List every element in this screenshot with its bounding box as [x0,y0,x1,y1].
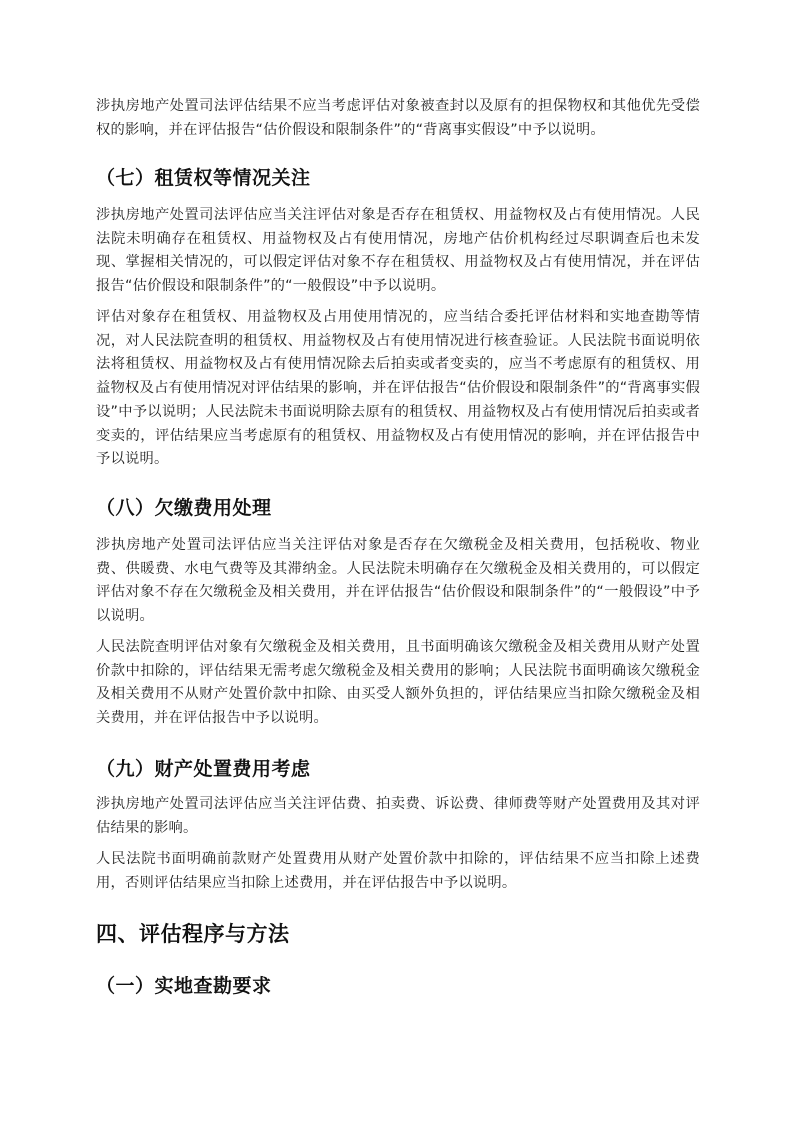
paragraph-s9-1: 涉执房地产处置司法评估应当关注评估费、拍卖费、诉讼费、律师费等财产处置费用及其对评估结果的影响。 [96,796,700,836]
paragraph-s7-2: 评估对象存在租赁权、用益物权及占用使用情况的，应当结合委托评估材料和实地查勘等情况，对人民法院查明的租赁权、用益物权及占有使用情况进行核查验证。人民法院书面说明依法将租赁权、用益物权及占有使用情况除去后拍卖或者变卖的，应当不考虑原有的租赁权、用益物权及占有使用情况对评估结果的影响，并在评估报告“估价假设和限制条件”的“背离事实假设”中予以说明；人民法院未书面说明除去原有的租赁权、用益物权及占有使用情况后拍卖或者变卖的，评估结果应当考虑原有的租赁权、用益物权及占有使用情况的影响，并在评估报告中予以说明。 [96,309,700,468]
heading-section-7: （七）租赁权等情况关注 [96,167,311,189]
paragraph-s8-1: 涉执房地产处置司法评估应当关注评估对象是否存在欠缴税金及相关费用，包括税收、物业费、供暖费、水电气费等及其滞纳金。人民法院未明确存在欠缴税金及相关费用的，可以假定评估对象不存在欠缴税金及相关费用，并在评估报告“估价假设和限制条件”的“一般假设”中予以说明。 [96,537,700,625]
heading-section-9: （九）财产处置费用考虑 [96,758,311,780]
paragraph-s7-1: 涉执房地产处置司法评估应当关注评估对象是否存在租赁权、用益物权及占有使用情况。人民法院未明确存在租赁权、用益物权及占有使用情况，房地产估价机构经过尽职调查后也未发现、掌握相关情况的，可以假定评估对象不存在租赁权、用益物权及占有使用情况，并在评估报告“估价假设和限制条件”的“一般假设”中予以说明。 [96,207,700,295]
paragraph-s8-2: 人民法院查明评估对象有欠缴税金及相关费用，且书面明确该欠缴税金及相关费用从财产处置价款中扣除的，评估结果无需考虑欠缴税金及相关费用的影响；人民法院书面明确该欠缴税金及相关费用不从财产处置价款中扣除、由买受人额外负担的，评估结果应当扣除欠缴税金及相关费用，并在评估报告中予以说明。 [96,639,700,727]
heading-part-4: 四、评估程序与方法 [96,922,290,946]
paragraph-s9-2: 人民法院书面明确前款财产处置费用从财产处置价款中扣除的，评估结果不应当扣除上述费用，否则评估结果应当扣除上述费用，并在评估报告中予以说明。 [96,851,700,891]
heading-section-8: （八）欠缴费用处理 [96,497,272,519]
paragraph-intro: 涉执房地产处置司法评估结果不应当考虑评估对象被查封以及原有的担保物权和其他优先受偿权的影响，并在评估报告“估价假设和限制条件”的“背离事实假设”中予以说明。 [96,98,700,138]
heading-part-4-section-1: （一）实地查勘要求 [96,975,272,997]
